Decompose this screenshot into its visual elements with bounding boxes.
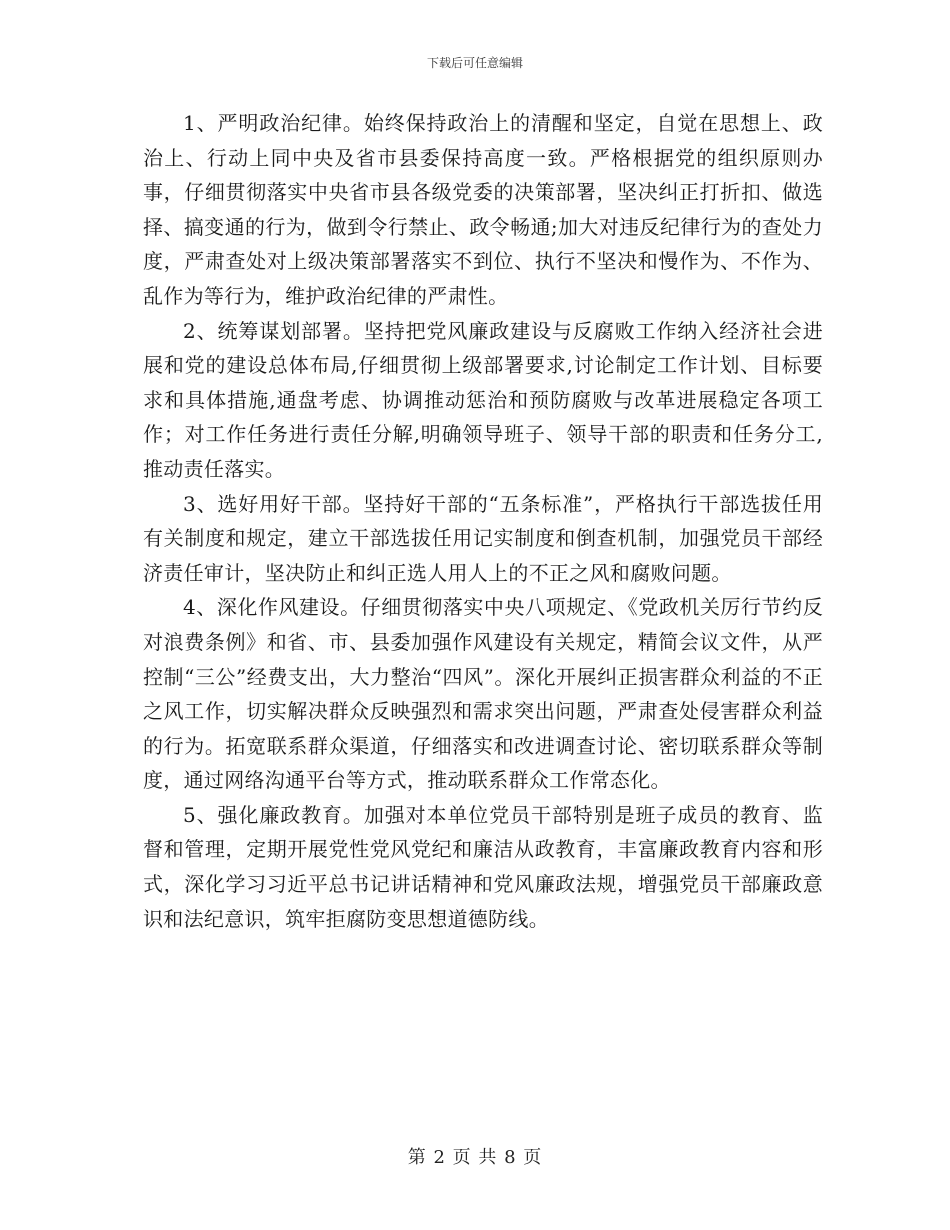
paragraph-political-discipline: 1、严明政治纪律。始终保持政治上的清醒和坚定，自觉在思想上、政治上、行动上同中央及省市县委保持高度一致。严格根据党的组织原则办事，仔细贯彻落实中央省市县各级党委的决策部署，坚决纠正打折扣、做选择、搞变通的行为，做到令行禁止、政令畅通;加大对违反纪律行为的查处力度，严肃查处对上级决策部署落实不到位、执行不坚决和慢作为、不作为、乱作为等行为，维护政治纪律的严肃性。 xyxy=(143,111,823,308)
paragraph-integrity-education: 5、强化廉政教育。加强对本单位党员干部特别是班子成员的教育、监督和管理，定期开展党性党风党纪和廉洁从政教育，丰富廉政教育内容和形式，深化学习习近平总书记讲话精神和党风廉政法规，增强党员干部廉政意识和法纪意识，筑牢拒腐防变思想道德防线。 xyxy=(143,802,823,931)
paragraph-overall-planning: 2、统筹谋划部署。坚持把党风廉政建设与反腐败工作纳入经济社会进展和党的建设总体布局,仔细贯彻上级部署要求,讨论制定工作计划、目标要求和具体措施,通盘考虑、协调推动惩治和预防腐败与改革进展稳定各项工作；对工作任务进行责任分解,明确领导班子、领导干部的职责和任务分工,推动责任落实。 xyxy=(143,318,823,481)
document-body xyxy=(143,106,823,936)
paragraph-work-style: 4、深化作风建设。仔细贯彻落实中央八项规定、《党政机关厉行节约反对浪费条例》和省、市、县委加强作风建设有关规定，精简会议文件，从严控制“三公”经费支出，大力整治“四风”。深化开展纠正损害群众利益的不正之风工作，切实解决群众反映强烈和需求突出问题，严肃查处侵害群众利益的行为。拓宽联系群众渠道，仔细落实和改进调查讨论、密切联系群众等制度，通过网络沟通平台等方式，推动联系群众工作常态化。 xyxy=(143,595,823,793)
paragraph-cadre-selection: 3、选好用好干部。坚持好干部的“五条标准”，严格执行干部选拔任用有关制度和规定，建立干部选拔任用记实制度和倒查机制，加强党员干部经济责任审计，坚决防止和纠正选人用人上的不正之风和腐败问题。 xyxy=(143,491,823,585)
page-number-footer: 第 2 页 共 8 页 xyxy=(407,1147,543,1168)
header-note: 下载后可任意编辑 xyxy=(426,56,523,70)
